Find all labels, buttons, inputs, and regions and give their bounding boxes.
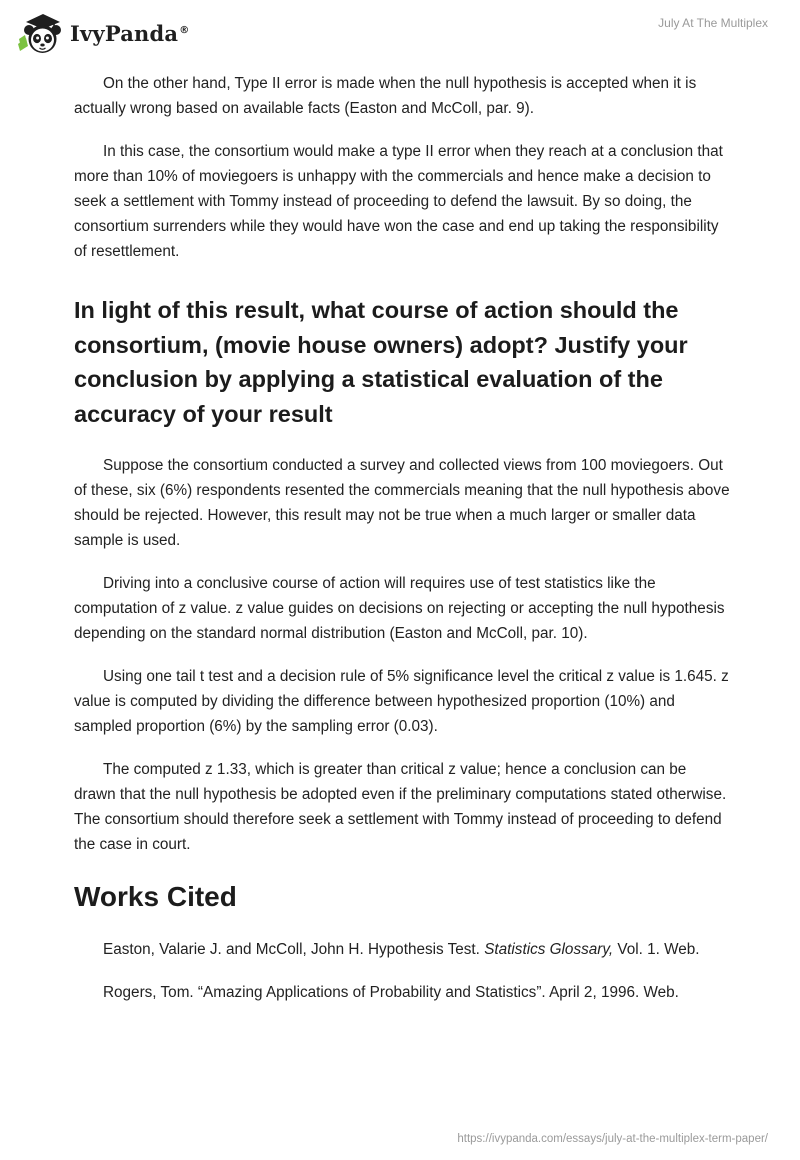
paragraph: The computed z 1.33, which is greater than critical z value; hence a conclusion can be drawn that the null hypothesis be adopted even if the preliminary computations stated otherwise. The consortium should therefore seek a settlement with Tommy instead of proceeding to defend the case in court. — [74, 761, 727, 853]
citation-text: Vol. 1. Web. — [613, 941, 700, 958]
citation-text: Easton, Valarie J. and McColl, John H. Hypothesis Test. — [103, 941, 485, 958]
source-url[interactable]: https://ivypanda.com/essays/july-at-the-multiplex-term-paper/ — [457, 1133, 768, 1145]
paragraph: Driving into a conclusive course of action will requires use of test statistics like the computation of z value. z value guides on decisions on rejecting or accepting the null hypothesis depending on the standard normal distribution (Easton and McColl, par. 10). — [74, 575, 725, 642]
brand-name: IvyPanda® — [70, 20, 190, 46]
page-header — [0, 0, 800, 70]
registered-mark: ® — [179, 24, 190, 36]
paragraph: Suppose the consortium conducted a survey and collected views from 100 moviegoers. Out of these, six (6%) respondents resented the commercials meaning that the null hypothesis above should be rejected. However, this result may not be true when a much larger or smaller data sample is used. — [74, 457, 730, 549]
paragraph: In this case, the consortium would make a type II error when they reach at a conclusion that more than 10% of moviegoers is unhappy with the commercials and hence make a decision to seek a settlement with Tommy instead of proceeding to defend the lawsuit. By so doing, the consortium surrenders while they would have won the case and end up taking the responsibility of resettlement. — [74, 143, 723, 260]
citation-entry — [74, 980, 730, 1005]
citation-entry — [74, 937, 730, 962]
citation-title: Statistics Glossary, — [484, 941, 614, 958]
document-title: July At The Multiplex — [658, 16, 768, 30]
paragraph: Using one tail t test and a decision rule of 5% significance level the critical z value is 1.645. z value is computed by dividing the difference between hypothesized proportion (10%) and sampled proportion (6%) by the sampling error (0.03). — [74, 668, 729, 735]
article-body — [74, 71, 730, 1023]
works-cited-heading: Works Cited — [74, 881, 237, 912]
paragraph: On the other hand, Type II error is made when the null hypothesis is accepted when it is actually wrong based on available facts (Easton and McColl, par. 9). — [74, 75, 697, 117]
brand-logo[interactable] — [16, 8, 189, 58]
section-heading: In light of this result, what course of action should the consortium, (movie house owners) adopt? Justify your conclusion by applying a statistical evaluation of the accuracy of your result — [74, 297, 688, 427]
panda-graduate-icon — [16, 9, 64, 57]
citation-text: Rogers, Tom. “Amazing Applications of Probability and Statistics”. April 2, 1996. Web. — [103, 984, 679, 1001]
